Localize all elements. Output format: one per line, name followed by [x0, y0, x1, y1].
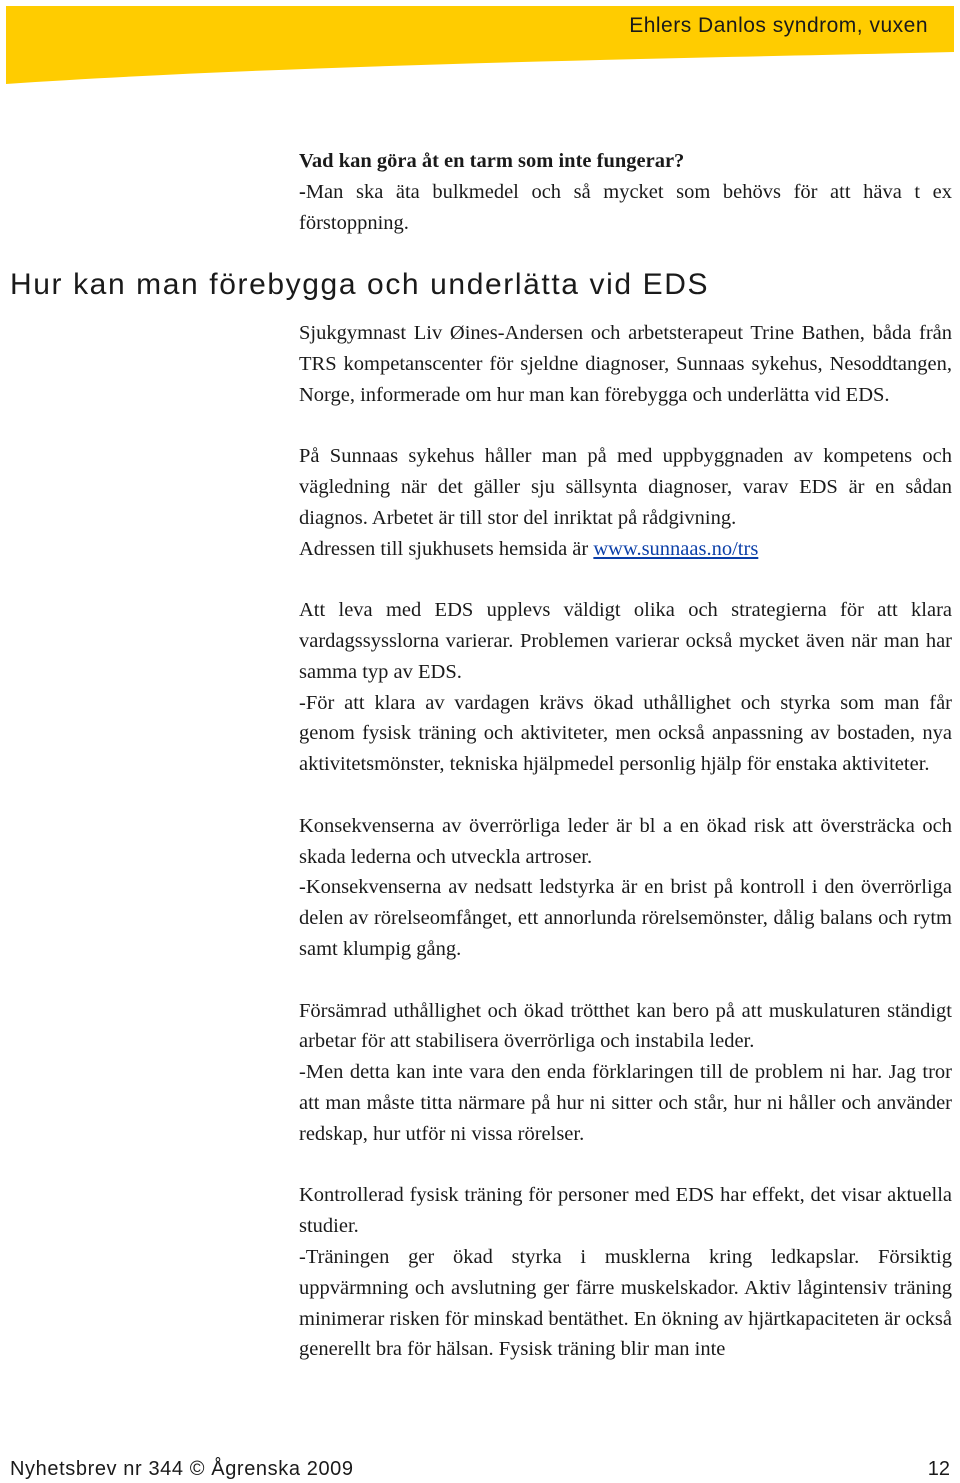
paragraph-daily-life: Att leva med EDS upplevs väldigt olika och strategierna för att klara vardagssysslorna varierar. Problemen varierar också mycket även när man har samma typ av EDS.: [299, 599, 952, 683]
paragraph-daily-life-quote: -För att klara av vardagen krävs ökad uthållighet och styrka som man får genom fysisk träning och aktiviteter, men också anpassning av bostaden, nya aktivitetsmönster, tekniska hjälpmedel personlig hjälp för enstaka aktiviteter.: [299, 691, 952, 776]
intro-block: [299, 146, 952, 238]
address-prefix: Adressen till sjukhusets hemsida är: [299, 537, 594, 560]
header-banner: [0, 0, 960, 88]
paragraph-address: [299, 534, 952, 565]
sunnaas-website-link[interactable]: www.sunnaas.no/trs: [593, 537, 759, 560]
footer-newsletter: Nyhetsbrev nr 344 © Ågrenska 2009: [10, 1458, 354, 1480]
intro-answer-dash: -: [299, 180, 306, 203]
header-title: Ehlers Danlos syndrom, vuxen: [629, 14, 928, 37]
article-body: [299, 318, 952, 1365]
intro-answer: [299, 177, 952, 239]
paragraph-hypermobility-quote: -Konsekvenserna av nedsatt ledstyrka är en brist på kontroll i den överrörliga delen av rörelseomfånget, ett annorlunda rörelsemönster, dålig balans och rytm samt klumpig gång.: [299, 876, 952, 960]
paragraph-hypermobility: Konsekvenserna av överrörliga leder är bl a en ökad risk att översträcka och skada lederna och utveckla artroser.: [299, 814, 952, 868]
paragraph-fatigue-quote: -Men detta kan inte vara den enda förklaringen till de problem ni har. Jag tror att man måste titta närmare på hur ni sitter och står, hur ni håller och använder redskap, hur utför ni vissa rörelser.: [299, 1061, 952, 1145]
section-heading: Hur kan man förebygga och underlätta vid EDS: [10, 268, 710, 301]
paragraph-training-quote: -Träningen ger ökad styrka i musklerna kring ledkapslar. Försiktig uppvärmning och avslutning ger färre muskelskador. Aktiv lågintensiv träning minimerar risken för minskad bentäthet. En ökning av hjärtkapaciteten är också generellt bra för hälsan. Fysisk träning blir man inte: [299, 1245, 952, 1361]
paragraph-fatigue: Försämrad uthållighet och ökad trötthet kan bero på att muskulaturen ständigt arbetar för att stabilisera överrörliga och instabila leder.: [299, 999, 952, 1053]
paragraph-training: Kontrollerad fysisk träning för personer med EDS har effekt, det visar aktuella studier.: [299, 1184, 952, 1238]
paragraph-sunnaas: På Sunnaas sykehus håller man på med uppbyggnaden av kompetens och vägledning när det gäller sju sällsynta diagnoser, varav EDS är en sådan diagnos. Arbetet är till stor del inriktat på rådgivning.: [299, 445, 952, 529]
intro-answer-text: Man ska äta bulkmedel och så mycket som behövs för att häva t ex förstoppning.: [299, 180, 952, 234]
paragraph-speakers: Sjukgymnast Liv Øines-Andersen och arbetsterapeut Trine Bathen, båda från TRS kompetanscenter för sjeldne diagnoser, Sunnaas sykehus, Nesoddtangen, Norge, informerade om hur man kan förebygga och underlätta vid EDS.: [299, 322, 952, 406]
intro-question: Vad kan göra åt en tarm som inte fungerar?: [299, 150, 685, 172]
footer-page-number: 12: [927, 1458, 950, 1480]
